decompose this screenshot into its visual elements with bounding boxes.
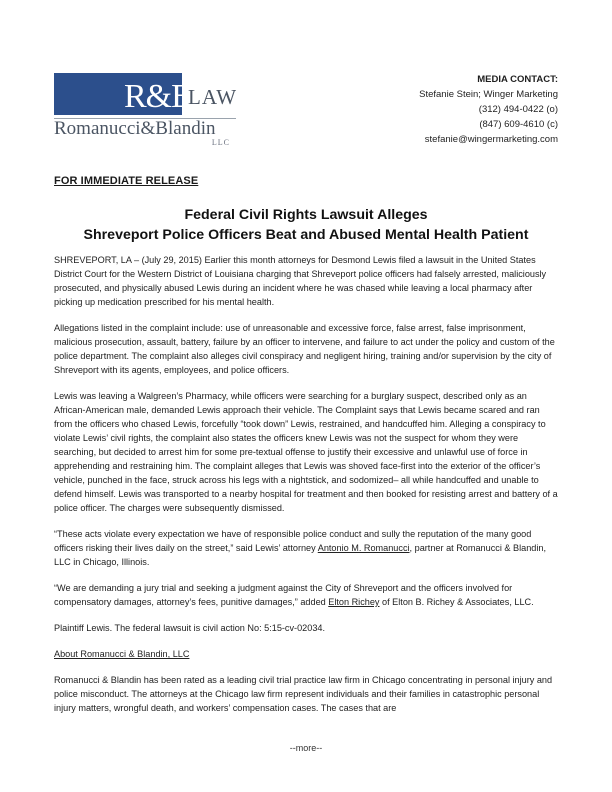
logo-monogram: R&B [124,78,193,115]
quote-text-end: of Elton B. Richey & Associates, LLC. [379,597,534,607]
about-body: Romanucci & Blandin has been rated as a leading civil trial practice law firm in Chicago concentrating in personal injury and police misconduct. The attorneys at the Chicago law firm represent individuals and their families in catastrophic personal injury matters, wrongful death, and workers’ compensation cases. The cases that are [54,675,553,713]
media-contact-email[interactable]: stefanie@wingermarketing.com [424,134,558,145]
release-label: FOR IMMEDIATE RELEASE [54,175,199,187]
media-contact [419,72,558,147]
continuation-marker: --more-- [289,743,323,753]
richey-link[interactable]: Elton Richey [328,597,380,607]
paragraph-incident: Lewis was leaving a Walgreen’s Pharmacy, while officers were searching for a burglary suspect, described only as an African-American male, demanded Lewis approach their vehicle. The Complaint says that Lewis became scared and ran from the officers who chased Lewis, forcefully “took down” Lewis, restrained, and handcuffed him. Alleging a conspiracy to violate Lewis’ civil rights, the complaint also states the officers knew Lewis was not the suspect for whom they were searching, but decided to arrest him for some pre-textual offense to justify their excessive and unlawful use of force in apprehending and restraining him. The complaint alleges that Lewis was shoved face-first into the exterior of the officer’s vehicle, punched in the face, struck across his legs with a nightstick, and sodomized– all while handcuffed and unable to defend himself. Lewis was transported to a nearby hospital for treatment and then booked for resisting arrest and battery of a police officer. The charges were subsequently dismissed. [54,391,558,513]
paragraph-romanucci-quote [54,527,560,569]
paragraph-case-number: Plaintiff Lewis. The federal lawsuit is civil action No: 5:15-cv-02034. [54,623,326,633]
logo-firm-name: Romanucci&Blandin [54,118,216,139]
quote-text-end: , partner at Romanucci & Blandin, LLC in Chicago, Illinois. [54,543,546,567]
paragraph-dateline: SHREVEPORT, LA – (July 29, 2015) Earlier this month attorneys for Desmond Lewis filed a lawsuit in the United States District Court for the Western District of Louisiana charging that Shreveport police officers had falsely arrested, maliciously prosecuted, and physically abused Lewis during an incident where he was chased while leaving a local pharmacy after picking up medication prescribed for his mental health. [54,255,547,307]
about-heading[interactable]: About Romanucci & Blandin, LLC [54,649,190,659]
headline [54,205,558,245]
paragraph-richey-quote [54,581,560,609]
headline-line-1: Federal Civil Rights Lawsuit Alleges [184,207,428,223]
media-contact-name: Stefanie Stein; Winger Marketing [419,89,558,100]
headline-line-2: Shreveport Police Officers Beat and Abused Mental Health Patient [83,227,529,243]
paragraph-allegations: Allegations listed in the complaint include: use of unreasonable and excessive force, false arrest, false imprisonment, malicious prosecution, assault, battery, failure by an officer to intervene, and failure to act under the policy and custom of the police department. The complaint also alleges civil conspiracy and negligent hiring, training and/or supervision by the city of Shreveport with its agents, employees, and police officers. [54,323,555,375]
media-contact-cell-phone: (847) 609-4610 (c) [479,119,558,130]
firm-logo [54,73,236,145]
media-contact-office-phone: (312) 494-0422 (o) [478,104,558,115]
logo-suffix: LLC [211,138,230,147]
article-body [54,253,560,715]
quote-text: “These acts violate every expectation we have of responsible police conduct and sully the reputation of the many good officers risking their lives daily on the street,” said Lewis’ attorney [54,529,532,553]
quote-text: “We are demanding a jury trial and seeking a judgment against the City of Shreveport and the officers involved for compensatory damages, attorney’s fees, punitive damages,” added [54,583,513,607]
logo-law-text: LAW [188,85,238,109]
romanucci-link[interactable]: Antonio M. Romanucci [317,543,410,553]
media-contact-heading: MEDIA CONTACT: [477,74,558,85]
